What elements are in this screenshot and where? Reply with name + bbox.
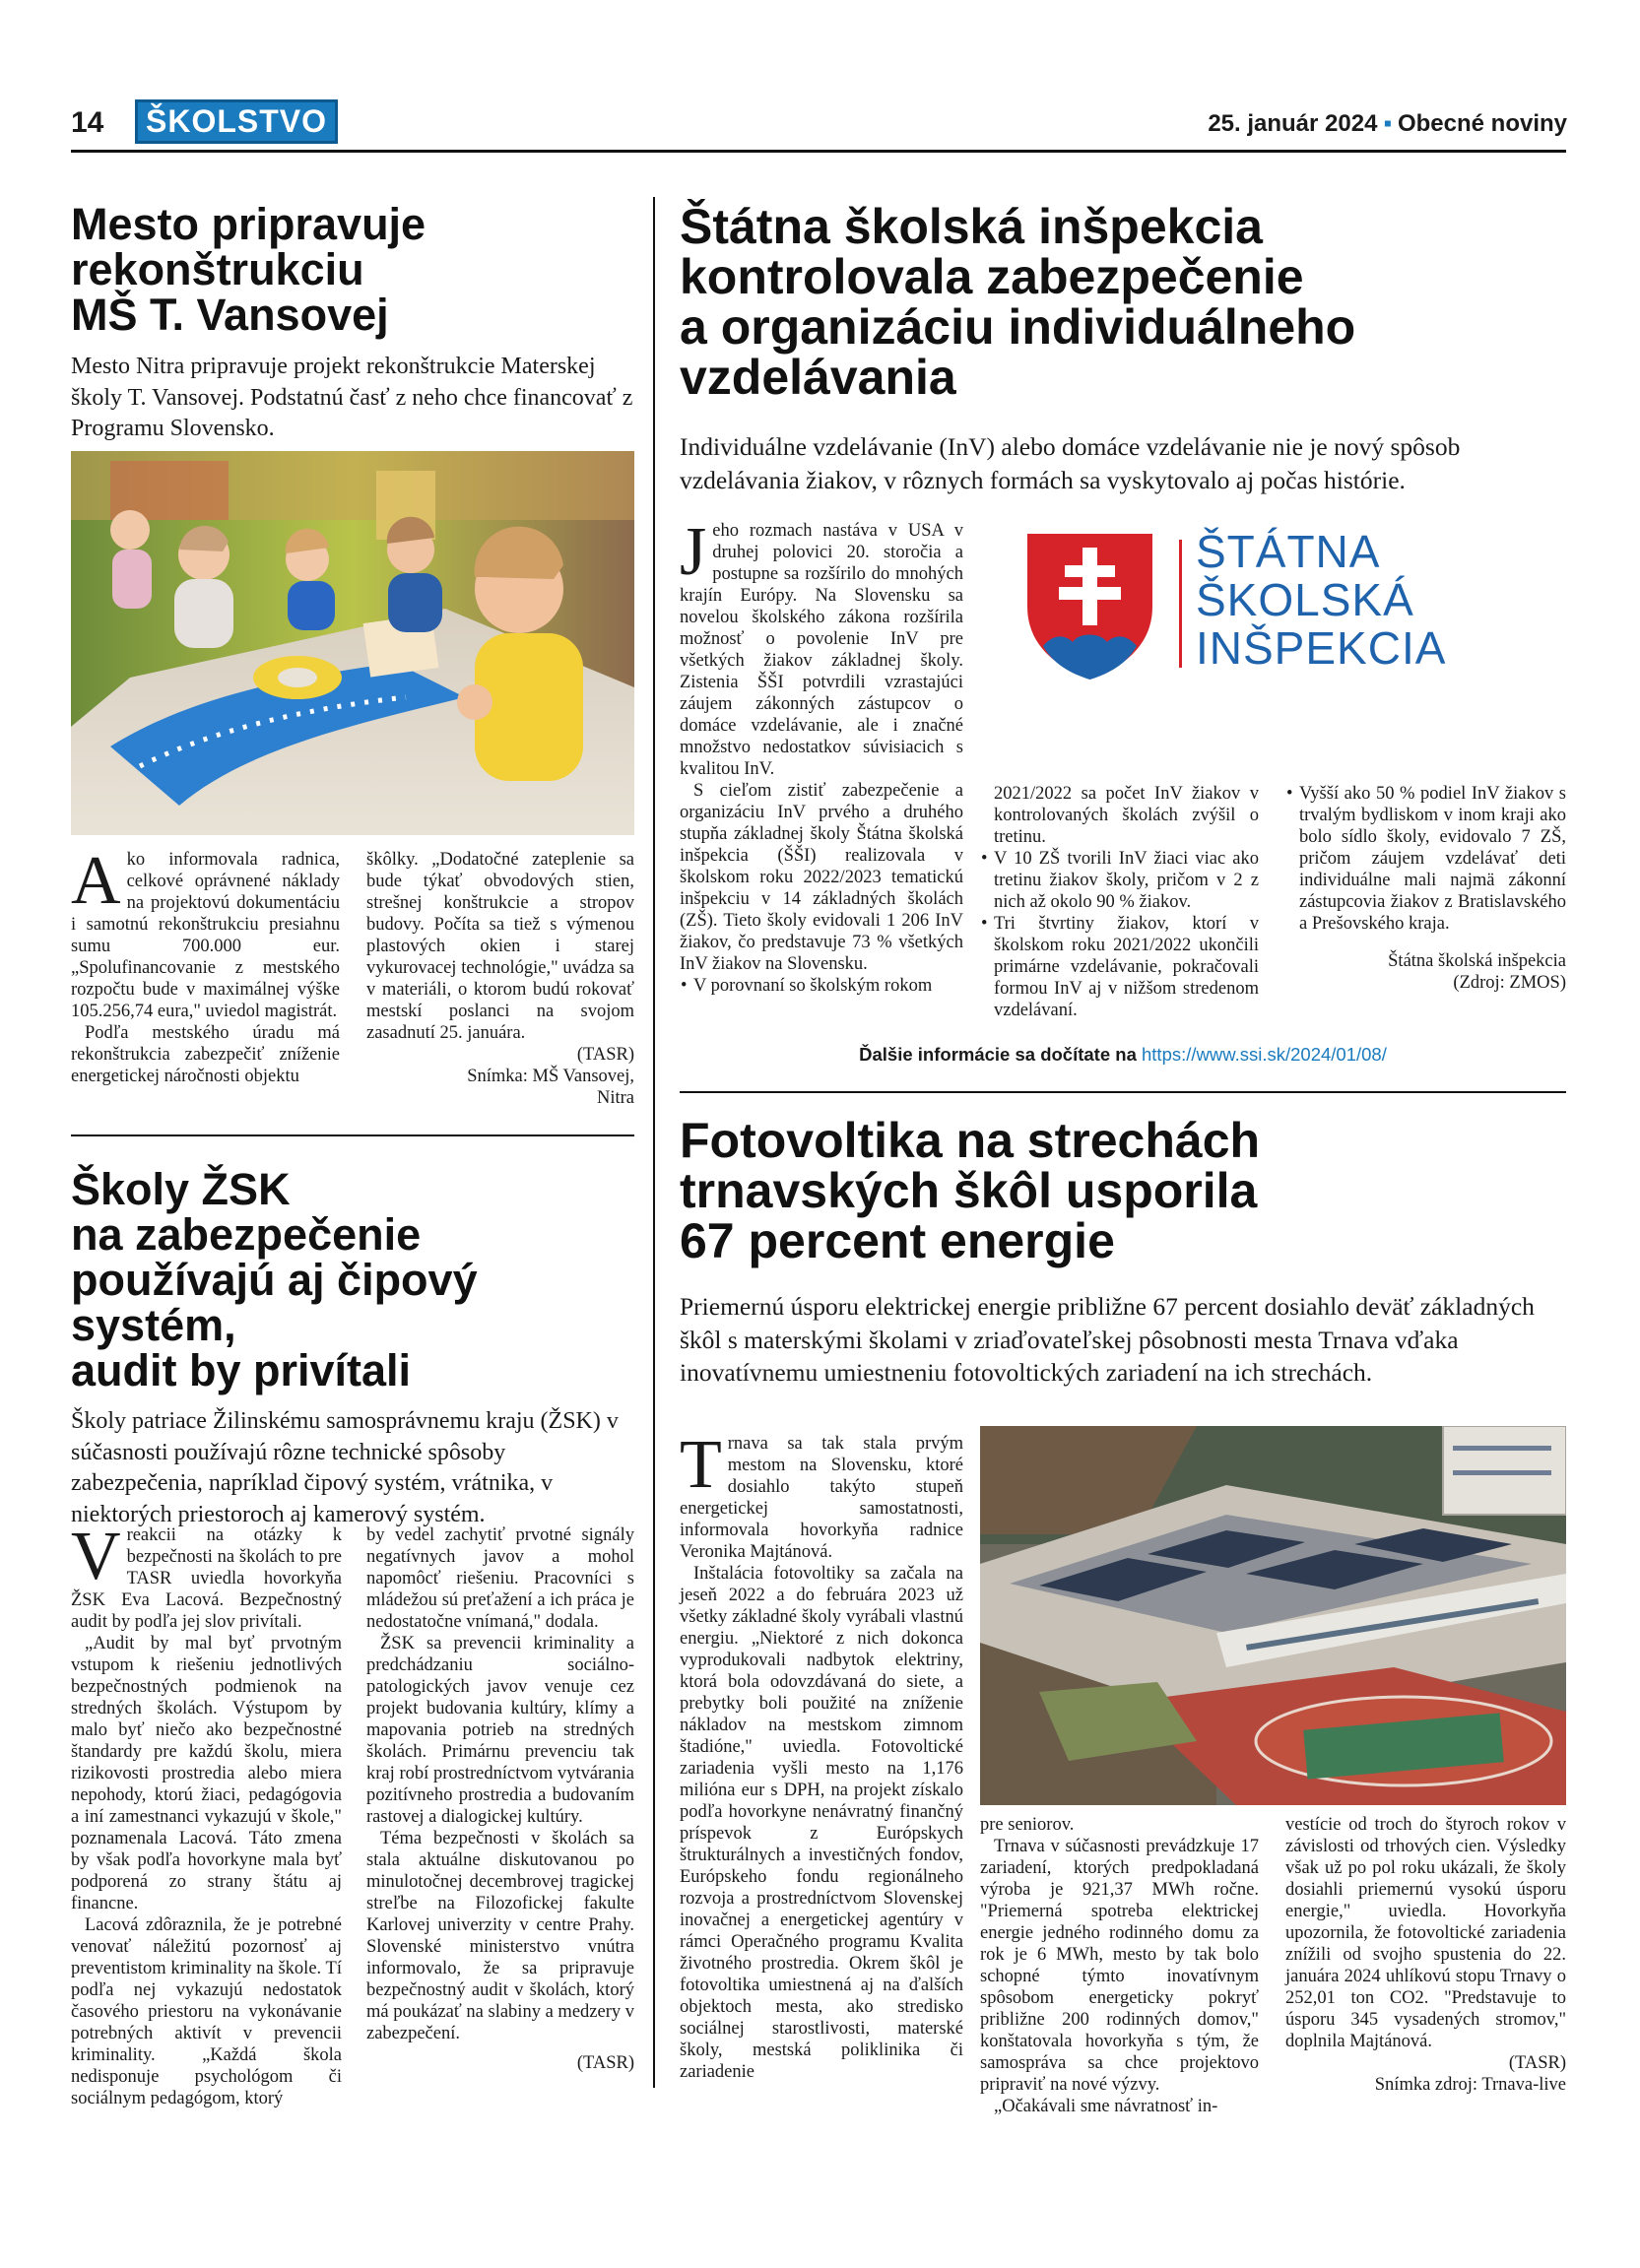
kids-painting-photo-image xyxy=(71,451,634,835)
article3-col1-text: eho rozmach nastáva v USA v druhej polovici 20. storočia a postupne sa rozšírilo do mnohých krajín Európy. Na Slovensku sa novelou školského zákona rozšírila možnosť o povolenie InV pre všetkých žiakov základnej školy. Zistenia ŠŠI potvrdili vzrastajúci záujem zákonných zástupcov o domáce vzdelávanie, ale i značné množstvo nedostatkov súvisiacich s kvalitou InV. xyxy=(680,521,963,779)
article4-headline-line: trnavských škôl usporila xyxy=(680,1163,1258,1218)
article4-col2-paragraph: Trnava v súčasnosti prevádzkuje 17 zariadení, ktorých predpokladaná výroba je 921,37 MWh ročne. "Priemerná spotreba elektrickej energie jedného rodinného domu za rok je 6 MWh, mesto by tak bolo schopné týmto inovatívnym spôsobom energeticky pokryť približne 200 rodinných domov," konštatovala hovorkyňa s tým, že samospráva sa chce projektovo pripraviť na nové výzvy. xyxy=(980,1837,1259,2095)
article2-column-2 xyxy=(366,1524,634,2074)
logo-text-line: INŠPEKCIA xyxy=(1196,622,1447,675)
article2-col1-paragraph: „Audit by mal byť prvotným vstupom k riešeniu jednotlivých bezpečnostných podmienok na stredných školách. Výstupom by malo byť niečo ako bezpečnostné štandardy pre každú školu, miera rizikovosti prostredia alebo miera nepohody, ktorú žiaci, pedagógovia a iní zamestnanci vykazujú v škole," poznamenala Lacová. Táto zmena by však podľa hovorkyne mala byť podporená zo strany štátu aj financne. xyxy=(71,1634,342,1913)
article1-photo-credit: Snímka: MŠ Vansovej, xyxy=(467,1067,634,1087)
article4-col1-paragraph: Inštalácia fotovoltiky sa začala na jeseň 2022 a do februára 2023 už všetky základné školy vyrábali vlastnú energiu. „Niektoré z nich dokonca vyprodukovali nadbytok elektriny, ktorá bola odovzdávaná do siete, a prebytky boli použité na zníženie nákladov na mestskom zimnom štadióne," uviedla. Fotovoltické zariadenia vyšli mesto na 1,176 milióna eur s DPH, na projekt získalo podľa hovorkyne nenávratný finančný príspevok z Európskych štrukturálnych a investičných fondov, Európskeho fondu regionálneho rozvoja a prostredníctvom Slovenskej inovačnej a energetickej agentúry v rámci Operačného programu Kvalita životného prostredia. Okrem škôl je fotovoltika umiestnená aj na ďalších objektoch mesta, ako stredisko sociálnej starostlivosti, materské školy, mestská poliklinika či zariadenie xyxy=(680,1564,963,2082)
article1-col1-paragraph: Podľa mestského úradu má rekonštrukcia zabezpečiť zníženie energetickej náročnosti objektu xyxy=(71,1023,340,1086)
article2-headline-line: používajú aj čipový xyxy=(71,1254,478,1305)
article4-column-1 xyxy=(680,1427,963,2083)
article1-photo-credit-line2: Nitra xyxy=(596,1088,634,1109)
article2-col1-text: reakcii na otázky k bezpečnosti na školách to pre TASR uviedla hovorkyňa ŽSK Eva Lacová. Bezpečnostný audit by podľa jej slov privítali. xyxy=(71,1525,342,1632)
logo-text-line: ŠKOLSKÁ xyxy=(1196,574,1414,626)
article3-more-info xyxy=(680,1044,1566,1066)
article3-dropcap: J xyxy=(680,514,707,590)
publication-name: Obecné noviny xyxy=(1397,110,1567,137)
more-info-label: Ďalšie informácie sa dočítate na xyxy=(859,1044,1137,1065)
logo-text xyxy=(1196,528,1446,674)
article1-headline xyxy=(71,199,426,340)
article-divider xyxy=(71,1134,634,1136)
school-solar-roof-photo-image xyxy=(980,1426,1566,1805)
article2-headline-line: audit by privítali xyxy=(71,1344,412,1395)
article2-col2-paragraph: Téma bezpečnosti v školách sa stala aktuálne diskutovanou po minulotočnej decembrovej tragickej streľbe na Filozofickej fakulte Karlovej univerzity v centre Prahy. Slovenské ministerstvo vnútra informovalo, že sa pripravuje bezpečnostný audit v školách, ktorý má poukázať na slabiny a medzery v zabezpečení. xyxy=(366,1829,634,2043)
article2-headline xyxy=(71,1164,478,1395)
article3-headline-line: a organizáciu individuálneho xyxy=(680,299,1356,355)
article1-headline-line: Mesto pripravuje xyxy=(71,199,426,249)
article3-column-1 xyxy=(680,514,963,997)
article4-headline xyxy=(680,1113,1261,1268)
logo-divider xyxy=(1179,540,1182,668)
article2-lead: Školy patriace Žilinskému samosprávnemu kraju (ŽSK) v súčasnosti používajú rôzne technické spôsoby zabezpečenia, napríklad čipový systém, vrátnika, v niektorých priestoroch aj kamerový systém. xyxy=(71,1408,619,1528)
page-number: 14 xyxy=(71,106,104,139)
article3-bullet: • Vyšší ako 50 % podiel InV žiakov s trvalým bydliskom v inom kraji ako bolo sídlo školy, evidovalo 7 ZŠ, pričom záujem vzdelávať deti individuálne mali najmä zákonní zástupcovia žiakov z Bratislavského a Prešovského kraja. xyxy=(1299,783,1566,935)
article3-bullet: • Tri štvrtiny žiakov, ktorí v školskom roku 2021/2022 ukončili primárne vzdelávanie, pokračovali formou InV aj v nižšom stredenom vzdelávaní. xyxy=(994,913,1259,1021)
article3-author: Štátna školská inšpekcia xyxy=(1388,951,1566,971)
article4-agency: (TASR) xyxy=(1508,2053,1566,2073)
article1-column-2 xyxy=(366,849,634,1110)
article1-col1-text: ko informovala radnica, celkové oprávnené náklady na projektovú dokumentáciu i samotnú rekonštrukciu presiahnu sumu 700.000 eur. „Spolufinancovanie z mestského rozpočtu bude v maximálnej výške 105.256,74 eura," uviedol magistrát. xyxy=(71,850,340,1021)
article1-dropcap: A xyxy=(71,843,121,919)
article4-col2-paragraph: „Očakávali sme návratnosť in- xyxy=(994,2097,1218,2116)
dateline-separator: ▪ xyxy=(1383,110,1392,137)
article1-agency: (TASR) xyxy=(576,1045,634,1065)
article4-headline-line: 67 percent energie xyxy=(680,1213,1115,1268)
article2-column-1 xyxy=(71,1519,342,2109)
article1-column-1 xyxy=(71,843,340,1087)
article1-lead: Mesto Nitra pripravuje projekt rekonštrukcie Materskej školy T. Vansovej. Podstatnú časť z neho chce financovať z Programu Slovensko. xyxy=(71,354,633,442)
article3-column-3 xyxy=(1285,783,1566,994)
article3-headline-line: vzdelávania xyxy=(680,350,956,405)
article4-photo-credit: Snímka zdroj: Trnava-live xyxy=(1374,2075,1566,2096)
ssi-logo xyxy=(1002,510,1566,697)
article3-bullet: • V porovnaní so školským rokom xyxy=(693,975,963,997)
article1-headline-line: rekonštrukciu xyxy=(71,243,364,294)
article3-column-2 xyxy=(980,783,1259,1021)
article1-headline-line: MŠ T. Vansovej xyxy=(71,289,389,340)
article2-col1-paragraph: Lacová zdôraznila, že je potrebné venovať náležitú pozornosť aj preventistom kriminality na škole. Tí podľa nej vykazujú nedostatok časového priestoru na vykonávanie potrebných aktivít v prevencii kriminality. „Každá škola nedisponuje psychológom či sociálnym pedagógom, ktorý xyxy=(71,1915,342,2108)
article4-lead: Priemernú úsporu elektrickej energie približne 67 percent dosiahlo deväť základných škôl s materskými školami v zriaďovateľskej pôsobnosti mesta Trnava vďaka inovatívnemu umiestneniu fotovoltických zariadení na ich strechách. xyxy=(680,1292,1535,1388)
article4-col1-text: rnava sa tak stala prvým mestom na Slovensku, ktoré dosiahlo takýto stupeň energetickej samostatnosti, informovala hovorkyňa radnice Veronika Majtánová. xyxy=(680,1434,963,1562)
article4-column-3 xyxy=(1285,1814,1566,2096)
article3-headline xyxy=(680,199,1356,405)
coat-of-arms-icon xyxy=(1023,530,1156,682)
article4-col3-paragraph: vestície od troch do štyroch rokov v závislosti od trhových cien. Výsledky však už po pol roku ukázali, že školy dosiahli priemernú vysokú úsporu energie," uviedla. Hovorkyňa upozornila, že fotovoltické zariadenia znížili od svojho spustenia do 22. januára 2024 uhlíkovú stopu Trnavy o 252,01 ton CO2. "Predstavuje to úsporu 345 vysadených stromov," doplnila Majtánová. xyxy=(1285,1815,1566,2051)
logo-text-line: ŠTÁTNA xyxy=(1196,526,1381,577)
article-divider xyxy=(680,1091,1566,1093)
article2-dropcap: V xyxy=(71,1519,121,1594)
column-divider xyxy=(653,197,655,2088)
article2-col2-paragraph: by vedel zachytiť prvotné signály negatívnych javov a mohol napomôcť riešeniu. Pracovníci s mládežou sú preťažení a ich práca je nedostatočne vnímaná," dodala. xyxy=(366,1525,634,1632)
article3-col2-text: 2021/2022 sa počet InV žiakov v kontrolovaných školách zvýšil o tretinu. xyxy=(994,784,1259,847)
article3-source: (Zdroj: ZMOS) xyxy=(1453,973,1566,994)
school-solar-roof-photo xyxy=(980,1426,1566,1805)
dateline xyxy=(1208,110,1567,138)
article3-col1-paragraph: S cieľom zistiť zabezpečenie a organizáciu InV prvého a druhého stupňa základnej školy Štátna školská inšpekcia (ŠŠI) realizovala v školskom roku 2022/2023 tematickú inšpekciu v 14 základných školách (ZŠ). Tieto školy evidovali 1 206 InV žiakov, čo predstavuje 73 % všetkých InV žiakov na Slovensku. xyxy=(680,781,963,974)
article4-dropcap: T xyxy=(680,1427,722,1503)
article3-headline-line: kontrolovala zabezpečenie xyxy=(680,249,1304,304)
article2-col2-paragraph: ŽSK sa prevencii kriminality a predchádzaniu sociálno-patologických javov venuje cez projekt budovania kultúry, klímy a mapovania potrieb na stredných školách. Primárnu prevenciu tak kraj robí prostredníctvom vytvárania pozitívneho prostredia a budovaním rastovej a dialogickej kultúry. xyxy=(366,1634,634,1827)
article2-headline-line: Školy ŽSK xyxy=(71,1164,291,1214)
more-info-link[interactable]: https://www.ssi.sk/2024/01/08/ xyxy=(1142,1044,1387,1065)
kids-painting-photo xyxy=(71,451,634,835)
issue-date: 25. január 2024 xyxy=(1208,110,1378,137)
section-label: ŠKOLSTVO xyxy=(138,102,335,141)
article4-col2-paragraph: pre seniorov. xyxy=(980,1815,1075,1835)
article4-column-2 xyxy=(980,1814,1259,2117)
article3-headline-line: Štátna školská inšpekcia xyxy=(680,199,1263,254)
article3-bullet: • V 10 ZŠ tvorili InV žiaci viac ako tretinu žiakov školy, pričom v 2 z nich až okolo 90 % žiakov. xyxy=(994,848,1259,913)
article2-headline-line: na zabezpečenie xyxy=(71,1208,422,1260)
article4-headline-line: Fotovoltika na strechách xyxy=(680,1113,1261,1168)
article3-lead: Individuálne vzdelávanie (InV) alebo domáce vzdelávanie nie je nový spôsob vzdelávania žiakov, v rôznych formách sa vyskytovalo aj počas histórie. xyxy=(680,432,1461,494)
article2-agency: (TASR) xyxy=(576,2053,634,2073)
article2-headline-line: systém, xyxy=(71,1299,236,1350)
article1-col2-text: škôlky. „Dodatočné zateplenie sa bude týkať obvodových stien, strešnej konštrukcie a stropov budovy. Počíta sa tiež s výmenou plastových okien i starej vykurovacej technológie," uvádza sa v materiáli, o ktorom budú rokovať mestskí poslanci na svojom zasadnutí 25. januára. xyxy=(366,850,634,1043)
